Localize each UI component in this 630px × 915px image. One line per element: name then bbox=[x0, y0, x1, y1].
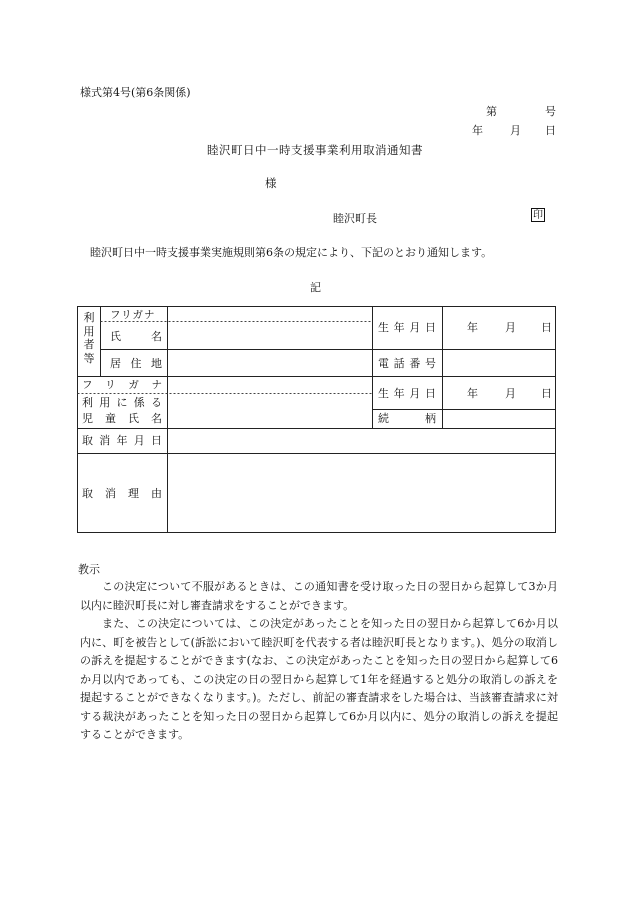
seal-stamp-box: 印 bbox=[533, 210, 543, 221]
address-label bbox=[110, 358, 162, 369]
label-char: 番 bbox=[409, 357, 421, 370]
furigana-label: フリガナ bbox=[110, 309, 156, 321]
document-title: 睦沢町日中一時支援事業利用取消通知書 bbox=[207, 143, 423, 157]
addressee-suffix: 様 bbox=[265, 176, 277, 190]
user-group-char: 等 bbox=[83, 351, 95, 365]
label-char: 話 bbox=[393, 357, 405, 370]
label-char: 月 bbox=[133, 434, 145, 447]
child-label-line2 bbox=[82, 413, 162, 424]
ki-label: 記 bbox=[310, 281, 321, 294]
date-month: 月 bbox=[510, 124, 521, 137]
label-char: 日 bbox=[424, 387, 436, 400]
form-number: 様式第4号(第6条関係) bbox=[80, 86, 191, 99]
user-group-char: 者 bbox=[83, 338, 95, 351]
label-char: 理 bbox=[128, 487, 139, 500]
label-char: 由 bbox=[151, 487, 162, 500]
user-birth-day: 日 bbox=[541, 321, 552, 334]
label-char: 氏 bbox=[110, 330, 121, 343]
child-birth-day: 日 bbox=[541, 387, 552, 400]
label-char: 地 bbox=[151, 357, 162, 370]
date-day: 日 bbox=[545, 124, 556, 137]
label-char: 柄 bbox=[425, 412, 436, 425]
user-group-char: 用 bbox=[83, 324, 95, 338]
label-char: フ bbox=[82, 379, 93, 391]
label-char: 日 bbox=[151, 434, 162, 447]
label-char: ナ bbox=[151, 379, 162, 391]
user-group-label bbox=[82, 311, 96, 365]
label-char: 消 bbox=[99, 434, 111, 447]
label-char: 名 bbox=[151, 330, 162, 343]
label-char: る bbox=[151, 396, 162, 409]
user-name-label bbox=[110, 331, 162, 342]
child-birth-month: 月 bbox=[505, 387, 516, 400]
label-char: 電 bbox=[378, 357, 389, 370]
label-char: 名 bbox=[151, 412, 162, 425]
user-birth-label bbox=[378, 322, 436, 333]
intro-text: 睦沢町日中一時支援事業実施規則第6条の規定により、下記のとおり通知します。 bbox=[90, 246, 493, 259]
child-furigana-label bbox=[82, 380, 162, 391]
label-char: に bbox=[116, 396, 128, 409]
label-char: ガ bbox=[128, 379, 139, 391]
label-char: 係 bbox=[133, 396, 145, 409]
user-group-char: 利 bbox=[83, 311, 95, 324]
label-char: 月 bbox=[409, 387, 421, 400]
child-birth-label bbox=[378, 388, 436, 399]
label-char: 生 bbox=[378, 321, 389, 334]
user-birth-month: 月 bbox=[505, 321, 516, 334]
label-char: 居 bbox=[110, 357, 121, 370]
notice-heading: 教示 bbox=[78, 563, 100, 576]
user-birth-year: 年 bbox=[467, 321, 478, 334]
label-char: 続 bbox=[378, 412, 389, 425]
phone-label bbox=[378, 358, 436, 369]
label-char: 用 bbox=[99, 396, 111, 409]
cancel-date-label bbox=[82, 435, 162, 446]
label-char: リ bbox=[105, 379, 116, 391]
label-char: 年 bbox=[393, 387, 405, 400]
number-prefix: 第 bbox=[486, 105, 497, 118]
label-char: 取 bbox=[82, 434, 93, 447]
notice-paragraph-2: また、この決定については、この決定があったことを知った日の翌日から起算して6か月以内に、町を被告として(訴訟において睦沢町を代表する者は睦沢町長となります。)、処分の取消しの訴えを提起することができます(なお、この決定があったことを知った日の翌日から起算して6か月以内であっても、この決定の日の翌日から起算して1年を経過すると処分の取消しの訴えを提起することができなくなります。)。ただし、前記の審査請求をした場合は、当該審査請求に対する裁決があったことを知った日の翌日から起算して6か月以内に、処分の取消しの訴えを提起することができます。 bbox=[80, 617, 558, 741]
notice-paragraph-1: この決定について不服があるときは、この通知書を受け取った日の翌日から起算して3か月以内に睦沢町長に対し審査請求をすることができます。 bbox=[80, 580, 558, 612]
date-year: 年 bbox=[472, 124, 483, 137]
label-char: 生 bbox=[378, 387, 389, 400]
label-char: 号 bbox=[424, 357, 436, 370]
child-birth-year: 年 bbox=[467, 387, 478, 400]
number-suffix: 号 bbox=[545, 105, 556, 118]
label-char: 氏 bbox=[128, 412, 139, 425]
label-char: 消 bbox=[105, 487, 116, 500]
cancel-reason-label bbox=[82, 488, 162, 499]
child-label-line1 bbox=[82, 397, 162, 408]
label-char: 年 bbox=[393, 321, 405, 334]
issuer-name: 睦沢町長 bbox=[333, 212, 377, 225]
label-char: 利 bbox=[82, 396, 93, 409]
label-char: 取 bbox=[82, 487, 93, 500]
notice-body bbox=[80, 578, 558, 745]
relation-label bbox=[378, 413, 436, 424]
label-char: 日 bbox=[424, 321, 436, 334]
label-char: 童 bbox=[105, 412, 116, 425]
label-char: 月 bbox=[409, 321, 421, 334]
label-char: 児 bbox=[82, 412, 93, 425]
label-char: 住 bbox=[130, 357, 142, 370]
label-char: 年 bbox=[116, 434, 128, 447]
